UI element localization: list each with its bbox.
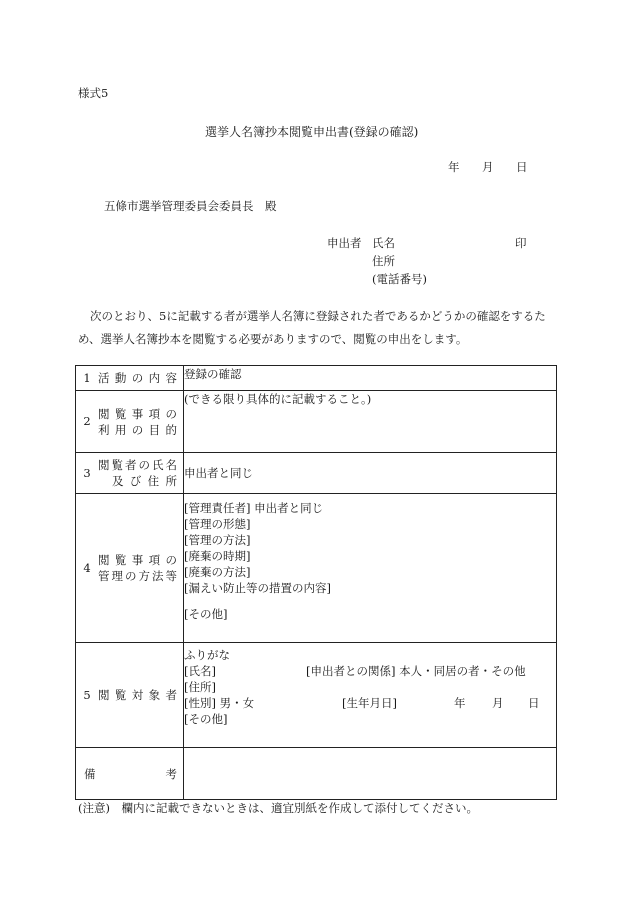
sex-label: [性別] 男・女 [184,696,255,710]
table-row [76,453,557,494]
date-year: 年 [448,160,460,174]
applicant-label: 申出者 [327,236,362,250]
table-row [76,748,557,800]
applicant-phone-label: (電話番号) [372,272,427,286]
management-other-line: [その他] [184,607,228,621]
table-row [76,366,557,391]
row-number: 5 [83,687,91,702]
row-number: 1 [83,370,91,385]
target-name-label: [氏名] [184,664,216,678]
birth-year-label: 年 [454,696,466,710]
row-label-text: 閲覧事項の [98,553,177,567]
target-person-field[interactable] [184,643,557,748]
applicant-address-label: 住所 [372,254,395,268]
row-number: 4 [83,560,91,575]
disposal-method-line: [廃棄の方法] [184,565,251,579]
row-label-text: 管理の方法等 [98,569,177,583]
management-form-line: [管理の形態] [184,517,251,531]
target-address-label: [住所] [184,680,216,694]
row-label-text: 閲覧事項の [98,406,177,421]
application-table [75,365,557,800]
intro-line-2: め、選挙人名簿抄本を閲覧する必要がありますので、閲覧の申出をします。 [78,332,468,346]
row-label [76,748,184,800]
remarks-field[interactable] [184,748,557,800]
purpose-field[interactable] [184,391,557,453]
table-row [76,494,557,643]
leak-prevention-line: [漏えい防止等の措置の内容] [184,581,331,595]
birthdate-label: [生年月日] [342,696,397,710]
row-label [76,494,184,643]
row-label [76,643,184,748]
remarks-label: 備考 [84,766,177,781]
row-label [76,391,184,453]
activity-content-value: 登録の確認 [184,367,242,381]
row-number: 2 [83,414,91,429]
target-other-label: [その他] [184,712,228,726]
management-method-field[interactable] [184,494,557,643]
row-label-text: 活動の内容 [98,371,177,385]
disposal-time-line: [廃棄の時期] [184,549,251,563]
birth-month-label: 月 [492,696,504,710]
table-row [76,391,557,453]
furigana-label: ふりがな [184,648,230,662]
activity-content-field[interactable] [184,366,557,391]
management-method-line: [管理の方法] [184,533,251,547]
purpose-hint: (できる限り具体的に記載すること。) [184,392,372,406]
birth-day-label: 日 [528,696,540,710]
date-day: 日 [516,160,528,174]
table-row [76,643,557,748]
seal-mark: 印 [515,236,527,250]
viewer-info-field[interactable] [184,453,557,494]
row-label [76,366,184,391]
date-month: 月 [482,160,494,174]
row-number: 3 [83,465,91,480]
addressee: 五條市選挙管理委員会委員長 殿 [104,199,277,213]
row-label-text: 閲覧対象者 [98,688,177,702]
applicant-name-label: 氏名 [372,236,395,250]
row-label [76,453,184,494]
row-label-text: 及び住所 [112,474,177,488]
manager-line: [管理責任者] 申出者と同じ [184,501,324,515]
row-label-text: 閲覧者の氏名 [98,458,177,472]
form-number: 様式5 [78,86,109,100]
document-title: 選挙人名簿抄本閲覧申出書(登録の確認) [205,125,419,139]
notice-text: (注意) 欄内に記載できないときは、適宜別紙を作成して添付してください。 [78,801,478,815]
row-label-text: 利用の目的 [98,422,177,437]
intro-line-1: 次のとおり、5に記載する者が選挙人名簿に登録された者であるかどうかの確認をするた [90,309,546,323]
intro-paragraph [78,305,556,351]
relation-label: [申出者との関係] 本人・同居の者・その他 [306,664,526,678]
viewer-info-value: 申出者と同じ [184,466,253,480]
